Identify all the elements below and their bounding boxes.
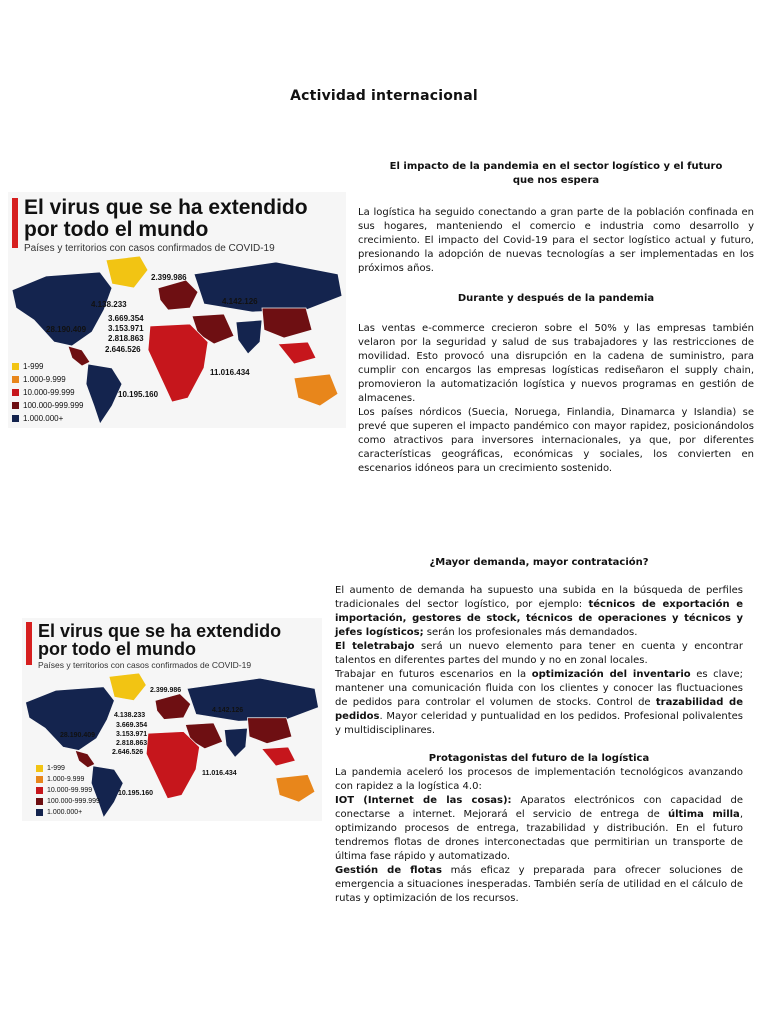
china-region — [247, 718, 291, 744]
map-label: 4.138.233 — [114, 712, 146, 719]
section-heading: El impacto de la pandemia en el sector logístico y el futuro que nos espera — [389, 161, 723, 186]
text-run: El aumento de demanda ha supuesto una subida en la búsqueda de perfiles tradicionales del sector logístico, por ejemplo: — [335, 585, 743, 610]
map-label: 28.190.409 — [46, 325, 87, 334]
paragraph — [335, 668, 743, 738]
text-run: Trabajar en futuros escenarios en la — [335, 669, 532, 680]
map-label: 10.195.160 — [118, 390, 159, 399]
legend-item — [36, 796, 100, 807]
infographic-subtitle: Países y territorios con casos confirmados de COVID-19 — [24, 243, 275, 254]
map-legend — [36, 763, 100, 818]
paragraph — [335, 864, 743, 906]
covid-map-infographic-2 — [22, 618, 322, 821]
paragraph: La logística ha seguido conectando a gran parte de la población confinada en sus hogares, manteniendo el comercio e industria como desarrollo y crecimiento. El impacto del Covid-19 para el sector logístico actual y futuro, presionando la adopción de nuevas tecnologías a ser implementadas en los próximos años. — [358, 207, 754, 274]
india-region — [236, 320, 262, 354]
map-label: 2.399.986 — [151, 273, 187, 282]
legend-label: 1.000-9.999 — [47, 776, 85, 783]
legend-swatch — [36, 798, 43, 805]
map-label: 2.646.526 — [105, 345, 141, 354]
section-subheading: Durante y después de la pandemia — [457, 293, 655, 304]
infographic-title-line1: El virus que se ha extendido — [38, 621, 282, 641]
legend-swatch — [36, 765, 43, 772]
map-label: 2.399.986 — [150, 687, 182, 694]
greenland-region — [106, 256, 148, 288]
section-heading: Protagonistas del futuro de la logística — [428, 753, 650, 764]
southeast-asia-region — [278, 342, 316, 364]
africa-region — [146, 732, 199, 799]
infographic-title-line2: por todo el mundo — [38, 639, 196, 659]
text-run: , optimizando procesos de entrega, trazabilidad y distribución. En el futuro tendremos flotas de drones interconectadas que permitirian un transporte de última fase rápido y automatizado. — [335, 809, 743, 862]
legend-label: 10.000-99.999 — [23, 388, 75, 397]
map-label: 10.195.160 — [118, 790, 154, 797]
legend-label: 1-999 — [47, 765, 65, 772]
section-demand — [335, 556, 743, 738]
australia-region — [294, 374, 338, 406]
text-run: serán los profesionales más demandados. — [423, 627, 638, 638]
infographic-title-line2: por todo el mundo — [24, 218, 209, 241]
map-label: 2.818.863 — [116, 740, 148, 747]
india-region — [224, 728, 247, 757]
europe-region — [158, 280, 198, 310]
legend-item — [36, 774, 100, 785]
text-run: será un nuevo elemento para tener en cuenta y encontrar talentos en diferentes partes del mundo y no en zonal locales. — [335, 641, 743, 666]
map-label: 11.016.434 — [202, 770, 237, 777]
legend-label: 10.000-99.999 — [47, 787, 93, 794]
map-label: 3.669.354 — [116, 722, 148, 729]
southeast-asia-region — [262, 747, 296, 766]
greenland-region — [109, 673, 146, 701]
legend-swatch — [36, 776, 43, 783]
section-heading: ¿Mayor demanda, mayor contratación? — [429, 557, 649, 568]
legend-label: 100.000-999.999 — [47, 798, 100, 805]
map-label: 11.016.434 — [210, 368, 250, 377]
legend-item — [36, 785, 100, 796]
infographic-title-line1: El virus que se ha extendido — [24, 196, 308, 219]
paragraph: Los países nórdicos (Suecia, Noruega, Finlandia, Dinamarca y Islandia) se prevé que superen el impacto pandémico con mayor rapidez, posicionándolos como atractivos para inversores internacionales, ya que, por diferentes características geográficas, económicas y sociales, los convierten en escenarios idóneos para un crecimiento sostenido. — [358, 407, 754, 474]
paragraph — [335, 794, 743, 864]
legend-item — [12, 360, 84, 373]
legend-item — [36, 807, 100, 818]
paragraph: Las ventas e-commerce crecieron sobre el 50% y las empresas también velaron por la seguridad y salud de sus trabajadores y las restricciones de movilidad. Esto provocó una disrupción en la cadena de suministro, para cumplir con encargos las empresas logísticas rediseñaron el supply chain, promovieron la automatización logística y nuevos programas en gestión de almacenes. — [358, 323, 754, 404]
north-america-region — [26, 687, 115, 751]
legend-label: 1.000.000+ — [23, 414, 64, 423]
text-run-bold: optimización del inventario — [531, 669, 691, 680]
text-run-bold: El teletrabajo — [335, 641, 415, 652]
legend-swatch — [12, 389, 19, 396]
legend-swatch — [36, 787, 43, 794]
map-label: 4.142.126 — [212, 707, 244, 714]
map-label: 4.142.126 — [222, 297, 258, 306]
legend-label: 100.000-999.999 — [23, 401, 84, 410]
infographic-subtitle: Países y territorios con casos confirmados de COVID-19 — [38, 660, 252, 670]
map-label: 3.669.354 — [108, 314, 144, 323]
china-region — [262, 308, 312, 338]
map-legend — [12, 360, 84, 425]
text-run-bold: IOT (Internet de las cosas): — [335, 795, 512, 806]
text-run: . Mayor celeridad y puntualidad en los pedidos. Profesional polivalentes y multidisciplinares. — [335, 711, 743, 736]
text-run: es clave; mantener una comunicación fluida con los clientes y conocer las fluctuaciones de pedidos para controlar el volumen de stocks. Control de — [335, 669, 743, 708]
section-future — [335, 752, 743, 906]
section-impact — [358, 160, 754, 476]
legend-item — [12, 373, 84, 386]
text-run: Aparatos electrónicos con capacidad de conectarse a internet. Mejorará el servicio de entrega de — [335, 795, 743, 820]
legend-swatch — [36, 809, 43, 816]
legend-label: 1.000.000+ — [47, 809, 83, 816]
russia-asia-region — [194, 262, 342, 312]
south-america-region — [86, 364, 122, 424]
map-label: 2.818.863 — [108, 334, 144, 343]
map-label: 3.153.971 — [108, 324, 144, 333]
covid-map-infographic — [8, 192, 346, 428]
legend-swatch — [12, 363, 19, 370]
map-label: 28.190.409 — [60, 732, 96, 739]
paragraph — [335, 584, 743, 640]
north-america-region — [12, 272, 112, 346]
legend-swatch — [12, 415, 19, 422]
text-run: más eficaz y preparada para ofrecer soluciones de emergencia a situaciones inesperadas. También sería de utilidad en el cálculo de rutas y optimización de los recursos. — [335, 865, 743, 904]
legend-label: 1.000-9.999 — [23, 375, 66, 384]
legend-label: 1-999 — [23, 362, 44, 371]
australia-region — [276, 775, 315, 803]
russia-asia-region — [187, 678, 318, 721]
text-run-bold: técnicos de exportación e importación, gestores de stock, técnicos de operaciones y técnicos y jefes logísticos; — [335, 599, 743, 638]
map-label: 4.138.233 — [91, 300, 127, 309]
legend-item — [12, 412, 84, 425]
page-title: Actividad internacional — [290, 88, 478, 104]
legend-swatch — [12, 376, 19, 383]
paragraph: La pandemia aceleró los procesos de implementación tecnológicos avanzando con rapidez a la logística 4.0: — [335, 767, 743, 792]
legend-item — [12, 386, 84, 399]
text-run-bold: trazabilidad de pedidos — [335, 697, 743, 722]
map-label: 3.153.971 — [116, 731, 148, 738]
text-run-bold: última milla — [667, 809, 740, 820]
europe-region — [155, 694, 191, 720]
paragraph — [335, 640, 743, 668]
text-run-bold: Gestión de flotas — [335, 865, 442, 876]
legend-item — [36, 763, 100, 774]
map-label: 2.646.526 — [112, 749, 144, 756]
legend-swatch — [12, 402, 19, 409]
legend-item — [12, 399, 84, 412]
